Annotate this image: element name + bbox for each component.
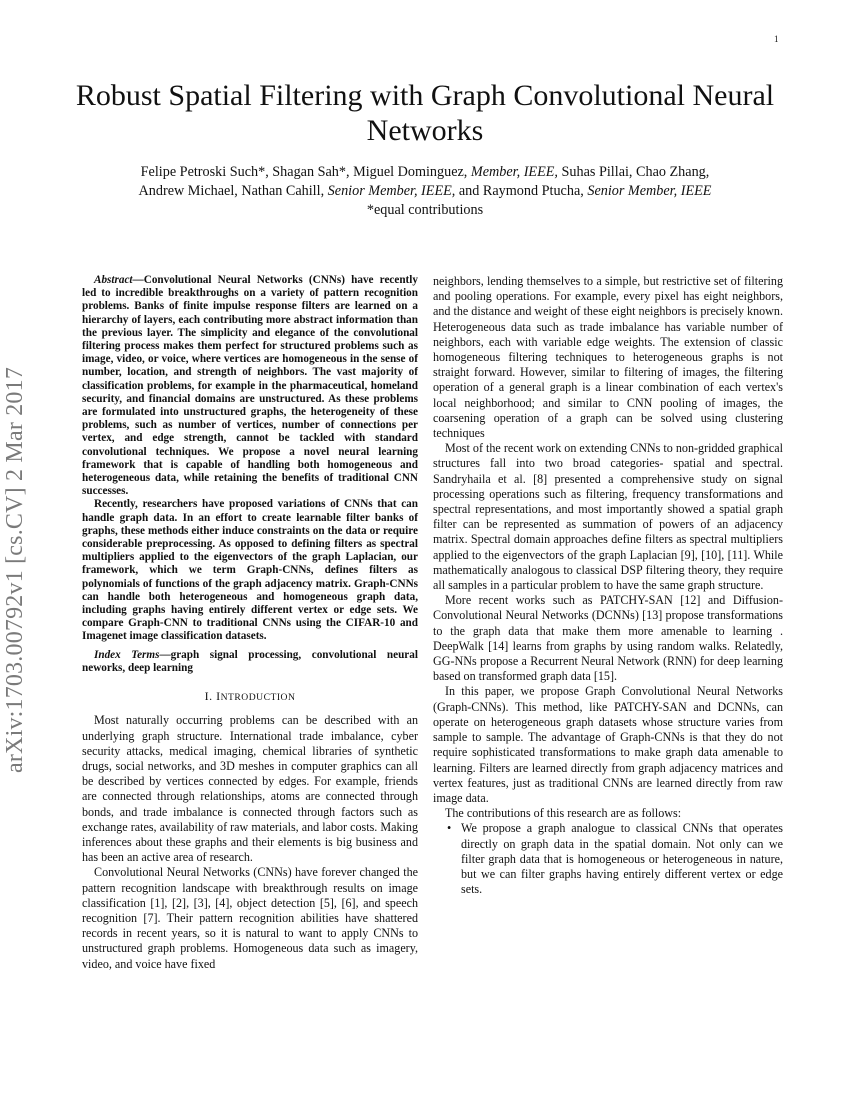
abstract [82,274,418,498]
index-terms [82,649,418,675]
contributions-intro: The contributions of this research are as follows: [445,806,682,821]
author-affiliation-member: Member, IEEE, [470,164,558,180]
author-names-1b: Suhas Pillai, Chao Zhang, [557,164,710,180]
section-numeral: I. [204,689,217,704]
author-affiliation-senior-2: Senior Member, IEEE [587,183,712,199]
body-paragraph: Most naturally occurring problems can be described with an underlying graph structure. International trade imbalance, cyber security attacks, medical imaging, chemical libraries of synthetic drugs, social networks, and 3D meshes in computer graphics can all be described by vertices connected by edges. For example, friends are connected through relationships, atoms are connected through bonds, and trade imbalance is connected through factors such as exchange rates, availability of raw materials, and labor costs. Making inferences about these graphs and their elements is big business and has been an active area of research. [82,713,418,865]
left-column [82,274,418,972]
index-terms-label: Index Terms [94,648,160,661]
author-names-2a: Andrew Michael, Nathan Cahill, [138,183,328,199]
abstract-text: —Convolutional Neural Networks (CNNs) have recently led to incredible breakthroughs on a variety of pattern recognition problems. Banks of finite impulse response filters are learned on a hierarchy of layers, each contributing more abstract information than the previous layer. The simplicity and elegance of the convolutional filtering process makes them perfect for structured problems such as image, video, or voice, where vertices are homogeneous in the sense of number, location, and strength of neighbors. The vast majority of classification problems, for example in the pharmaceutical, homeland security, and financial domains are unstructured. As these problems are formulated into unstructured graphs, the heterogeneity of these problems, such as number of vertices, number of connections per vertex, and edge strength, cannot be tackled with standard convolutional techniques. We propose a novel neural learning framework that is capable of handling both homogeneous and heterogeneous data, while retaining the benefits of traditional CNN successes. [82,274,418,498]
author-affiliation-senior-1: Senior Member, IEEE, [327,183,456,199]
bullet-icon: • [447,821,452,836]
author-line-2 [60,182,790,201]
list-item-text: We propose a graph analogue to classical CNNs that operates directly on graph data in the spatial domain. Not only can we filter graph data that is homogeneous or heterogeneous in nature, but we can filter graphs having entirely different vertex or edge sets. [461,821,783,897]
list-item [447,821,783,897]
arxiv-stamp: arXiv:1703.00792v1 [cs.CV] 2 Mar 2017 [2,366,28,773]
author-line-1 [60,163,790,182]
section-initial: I [216,689,221,704]
paper-title: Robust Spatial Filtering with Graph Convolutional Neural Networks [75,79,775,147]
body-paragraph: neighbors, lending themselves to a simple, but restrictive set of filtering and pooling operations. For example, every pixel has eight neighbors, and the distance and weight of these eight neighbors is precisely known. Heterogeneous data such as trade imbalance has variable number of neighbors, each with variable edge weights. The extension of classic homogeneous filtering techniques to heterogeneous graphs is not straight forward. However, similar to filtering of images, the filtering operation of a general graph is a linear combination of each vertex's local neighborhood; and similar to CNN pooling of images, the coarsening operation of a graph can be solved using clustering techniques [433,274,783,441]
author-block [60,163,790,220]
index-terms-text: —graph signal processing, convolutional neural neworks, deep learning [82,648,418,674]
section-heading-introduction [82,689,418,705]
body-paragraph: Convolutional Neural Networks (CNNs) have forever changed the pattern recognition landscape with breakthrough results on image classification [1], [2], [3], [4], object detection [5], [6], and speech recognition [7]. Their pattern recognition abilities have shattered records in recent years, so it is natural to want to apply CNNs to unstructured graph problems. Homogeneous data such as imagery, video, and voice have fixed [82,865,418,971]
right-column [433,274,783,897]
author-names-2b: and Raymond Ptucha, [455,183,588,199]
contributions-list [433,821,783,897]
page-number: 1 [774,34,779,44]
author-names-1a: Felipe Petroski Such*, Shagan Sah*, Miguel Dominguez, [140,164,471,180]
body-paragraph: More recent works such as PATCHY-SAN [12] and Diffusion-Convolutional Neural Networks (DCNNs) [13] propose transformations to the graph data that make them more amenable to learning . DeepWalk [14] learns from graphs by using random walks. Relatedly, GG-NNs propose a Recurrent Neural Network (RNN) for deep learning based on transformed graph data [15]. [433,593,783,684]
body-paragraph: In this paper, we propose Graph Convolutional Neural Networks (Graph-CNNs). This method, like PATCHY-SAN and DCNNs, can operate on heterogeneous graph datasets whose structure varies from sample to sample. The advantage of Graph-CNNs is that they do not require sophisticated transformations to make graph data amenable to learning. Filters are learned directly from graph adjacency matrices and vertex features, just as traditional CNNs are learned directly from raw image data. [433,684,783,805]
abstract-label: Abstract [94,274,133,286]
section-title-rest: NTRODUCTION [220,692,296,704]
equal-contribution-note: *equal contributions [366,202,484,218]
abstract-paragraph-2: Recently, researchers have proposed variations of CNNs that can handle graph data. In an effort to create learnable filter banks of graphs, these methods either induce constraints on the data or require considerable preprocessing. As opposed to defining filters as spectral multipliers applied to the eigenvectors of the graph Laplacian, our framework, which we term Graph-CNNs, defines filters as polynomials of functions of the graph adjacency matrix. Graph-CNNs can handle both heterogeneous and homogeneous graph data, including graphs having entirely different vertex or edge sets. We compare Graph-CNN to traditional CNNs using the CIFAR-10 and Imagenet image classification datasets. [82,498,418,643]
body-paragraph: Most of the recent work on extending CNNs to non-gridded graphical structures fall into two broad categories- spatial and spectral. Sandryhaila et al. [8] presented a comprehensive study on signal processing operations such as filtering, frequency transformations and spectral representations, and most importantly showed a spatial graph filter can be represented as summation of powers of an adjacency matrix. Spectral domain approaches define filters as spectral multipliers applied to the eigenvectors of the graph Laplacian [9], [10], [11]. While mathematically analogous to classical DSP filtering theory, they require all samples in a particular problem to have the same graph structure. [433,441,783,593]
